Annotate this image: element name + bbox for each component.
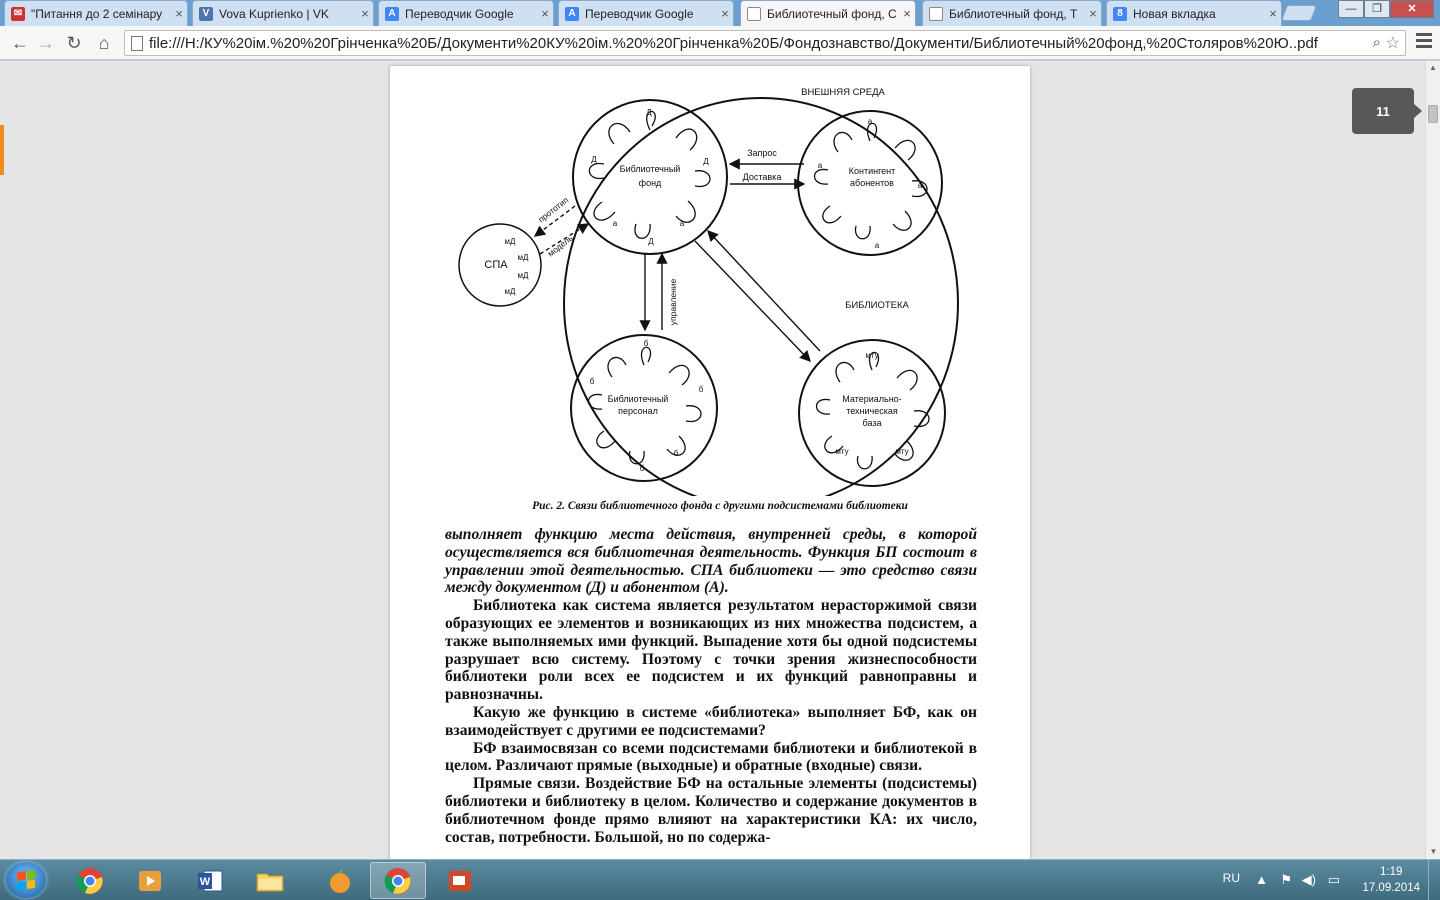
volume-icon[interactable]: ◀) xyxy=(1301,872,1316,887)
label-library: БИБЛИОТЕКА xyxy=(845,300,909,311)
label-delivery: Доставка xyxy=(742,172,782,182)
label-b: б xyxy=(673,449,679,458)
date-text: 17.09.2014 xyxy=(1362,882,1420,894)
label-d: Д xyxy=(703,157,709,166)
media-player-taskbar-icon[interactable] xyxy=(122,862,178,899)
label-b: б xyxy=(639,464,645,473)
tab-title: Переводчик Google xyxy=(405,6,514,21)
page-icon xyxy=(747,7,761,21)
taskbar xyxy=(0,859,1440,900)
label-a: а xyxy=(917,181,923,190)
label-base-1: Материально- xyxy=(842,394,902,404)
paragraph xyxy=(445,526,977,597)
figure-caption: Рис. 2. Связи библиотечного фонда с другими подсистемами библиотеки xyxy=(532,500,908,512)
close-window-button[interactable]: ✕ xyxy=(1390,0,1434,18)
label-md: мД xyxy=(517,253,529,262)
label-a: а xyxy=(612,219,618,228)
tab-title: Новая вкладка xyxy=(1133,6,1216,21)
label-base-3: база xyxy=(862,418,882,428)
time-text: 1:19 xyxy=(1380,866,1403,878)
page-icon xyxy=(131,36,143,51)
zoom-icon[interactable]: ⌕ xyxy=(1372,34,1381,51)
chrome-taskbar-icon[interactable] xyxy=(62,862,118,899)
tab-vk[interactable] xyxy=(192,0,374,26)
paragraph: Прямые связи. Воздействие БФ на остальные элементы (подсистемы) библиотеки и библиотеку в целом. Количество и содержание документов в библиотечном фонде прямо влияют на характеристики КА: их число, состав, потребности. Большой, но по содержа- xyxy=(445,775,977,846)
svg-text:W: W xyxy=(199,875,211,888)
pdf-page xyxy=(390,66,1030,859)
tab-close-icon[interactable]: × xyxy=(361,6,369,21)
label-fund-1: Библиотечный xyxy=(619,164,681,174)
url-text[interactable]: file:///H:/КУ%20ім.%20%20Грінченка%20Б/Документи%20КУ%20ім.%20%20Грінченка%20Б/Фондознавство/Документи/Библиотечный%20фонд,%20Столяров%20Ю..pdf xyxy=(149,35,1318,52)
vk-icon: V xyxy=(199,7,213,21)
scroll-down-icon[interactable]: ▼ xyxy=(1429,847,1438,856)
label-prototype: прототип xyxy=(536,194,571,225)
label-base-2: техническая xyxy=(846,406,898,416)
system-tray xyxy=(1200,860,1440,900)
tab-new[interactable] xyxy=(1106,0,1282,26)
label-d: Д xyxy=(646,108,652,117)
address-bar[interactable] xyxy=(124,30,1406,56)
tab-title: Библиотечный фонд, С xyxy=(767,6,897,21)
paragraph: Библиотека как система является результатом нерасторжимой связи образующих ее элементов и возникающих из них множества подсистем, а также выполняемых ими функций. Выпадение хотя бы одной подсистемы разрушает всю систему. Поэтому с точки зрения жизнеспособности библиотеки роли всех ее подсистем и их функций равноправны и равнозначны. xyxy=(445,597,977,704)
tab-translate-1[interactable] xyxy=(378,0,554,26)
label-mtu: мту xyxy=(835,447,849,456)
label-b: б xyxy=(643,339,649,348)
show-desktop-button[interactable] xyxy=(1428,860,1440,900)
label-d: Д xyxy=(591,155,597,164)
explorer-taskbar-icon[interactable] xyxy=(242,862,298,899)
clock[interactable] xyxy=(1362,864,1420,896)
menu-icon[interactable] xyxy=(1416,33,1432,51)
tab-close-icon[interactable]: × xyxy=(903,6,911,21)
tab-library-fund-active[interactable] xyxy=(740,0,916,26)
tab-strip xyxy=(0,0,1440,26)
home-icon[interactable]: ⌂ xyxy=(98,33,110,53)
label-model: модель xyxy=(545,232,575,259)
show-hidden-icons-icon[interactable]: ▲ xyxy=(1255,872,1268,887)
paragraph-text: выполняет функцию места действия, внутренней среды, в которой осуществляется вся библиотечная деятельность. Функция БП состоит в управлении этой деятельностью. СПА библиотеки — это средство связи между документом (Д) и абонентом (А). xyxy=(445,526,977,597)
label-b: б xyxy=(589,377,595,386)
maximize-button[interactable]: ❐ xyxy=(1364,0,1390,18)
page-number-badge: 11 xyxy=(1352,88,1414,134)
tab-translate-2[interactable] xyxy=(558,0,734,26)
new-tab-button[interactable] xyxy=(1281,5,1317,21)
label-a: а xyxy=(817,161,823,170)
chrome-active-taskbar-icon[interactable] xyxy=(370,862,426,899)
tab-close-icon[interactable]: × xyxy=(1269,6,1277,21)
paragraph: БФ взаимосвязан со всеми подсистемами библиотеки и библиотекой в целом. Различают прямые (выходные) и обратные (входные) связи. xyxy=(445,739,977,775)
forward-icon[interactable]: → xyxy=(37,33,55,53)
google-icon: 8 xyxy=(1113,7,1127,21)
label-md: мД xyxy=(504,287,516,296)
tab-close-icon[interactable]: × xyxy=(1089,6,1097,21)
label-contingent-2: абонентов xyxy=(850,178,894,188)
label-request: Запрос xyxy=(747,148,777,158)
minimize-button[interactable]: — xyxy=(1338,0,1364,18)
paragraph: Какую же функцию в системе «библиотека» выполняет БФ, как он взаимодействует с другими ее подсистемами? xyxy=(445,703,977,739)
start-button[interactable] xyxy=(6,862,46,898)
label-b: б xyxy=(698,385,704,394)
network-icon[interactable]: ▭ xyxy=(1327,872,1340,887)
label-mtu: мту xyxy=(895,447,909,456)
reload-icon[interactable]: ↻ xyxy=(66,33,82,53)
tab-title: "Питання до 2 семінару xyxy=(31,6,163,21)
label-contingent-1: Контингент xyxy=(848,166,896,176)
label-a: а xyxy=(679,219,685,228)
translate-icon: A xyxy=(565,7,579,21)
tab-title: Vova Kuprienko | VK xyxy=(219,6,329,21)
scrollbar[interactable] xyxy=(1425,61,1440,859)
fruity-loops-taskbar-icon[interactable] xyxy=(312,862,368,899)
window-controls xyxy=(1338,0,1434,18)
windows-logo-icon xyxy=(17,870,35,890)
document-body xyxy=(445,526,977,846)
page-icon xyxy=(929,7,943,21)
label-a: а xyxy=(867,117,873,126)
label-d: Д xyxy=(648,237,654,246)
gmail-icon: ✉ xyxy=(11,7,25,21)
label-mtu: мту xyxy=(865,351,879,360)
language-indicator[interactable]: RU xyxy=(1222,871,1240,885)
label-md: мД xyxy=(517,271,529,280)
browser-toolbar xyxy=(0,26,1440,60)
translate-icon: A xyxy=(385,7,399,21)
tab-library-fund-2[interactable] xyxy=(922,0,1102,26)
label-fund-2: фонд xyxy=(638,178,662,188)
scroll-thumb[interactable] xyxy=(1428,105,1438,123)
scroll-up-icon[interactable]: ▲ xyxy=(1429,63,1437,72)
label-spa: СПА xyxy=(484,259,508,271)
bookmark-star-icon[interactable]: ☆ xyxy=(1385,35,1400,52)
label-management: управление xyxy=(668,278,678,326)
pdf-viewport xyxy=(0,61,1425,859)
label-md: мД xyxy=(504,237,516,246)
label-staff-1: Библиотечный xyxy=(607,394,669,404)
tab-close-icon[interactable]: × xyxy=(175,6,183,21)
presentation-taskbar-icon[interactable] xyxy=(432,862,488,899)
action-center-icon[interactable]: ⚑ xyxy=(1280,872,1292,887)
label-external: ВНЕШНЯЯ СРЕДА xyxy=(801,87,885,98)
tab-close-icon[interactable]: × xyxy=(721,6,729,21)
tab-close-icon[interactable]: × xyxy=(541,6,549,21)
tab-gmail[interactable] xyxy=(4,0,188,26)
side-handle[interactable] xyxy=(0,125,4,175)
label-a: а xyxy=(874,241,880,250)
word-taskbar-icon[interactable] xyxy=(182,862,238,899)
back-icon[interactable]: ← xyxy=(11,33,29,53)
label-staff-2: персонал xyxy=(618,406,658,416)
diagram xyxy=(390,66,1030,496)
tab-title: Библиотечный фонд, Т xyxy=(949,6,1078,21)
tab-title: Переводчик Google xyxy=(585,6,694,21)
